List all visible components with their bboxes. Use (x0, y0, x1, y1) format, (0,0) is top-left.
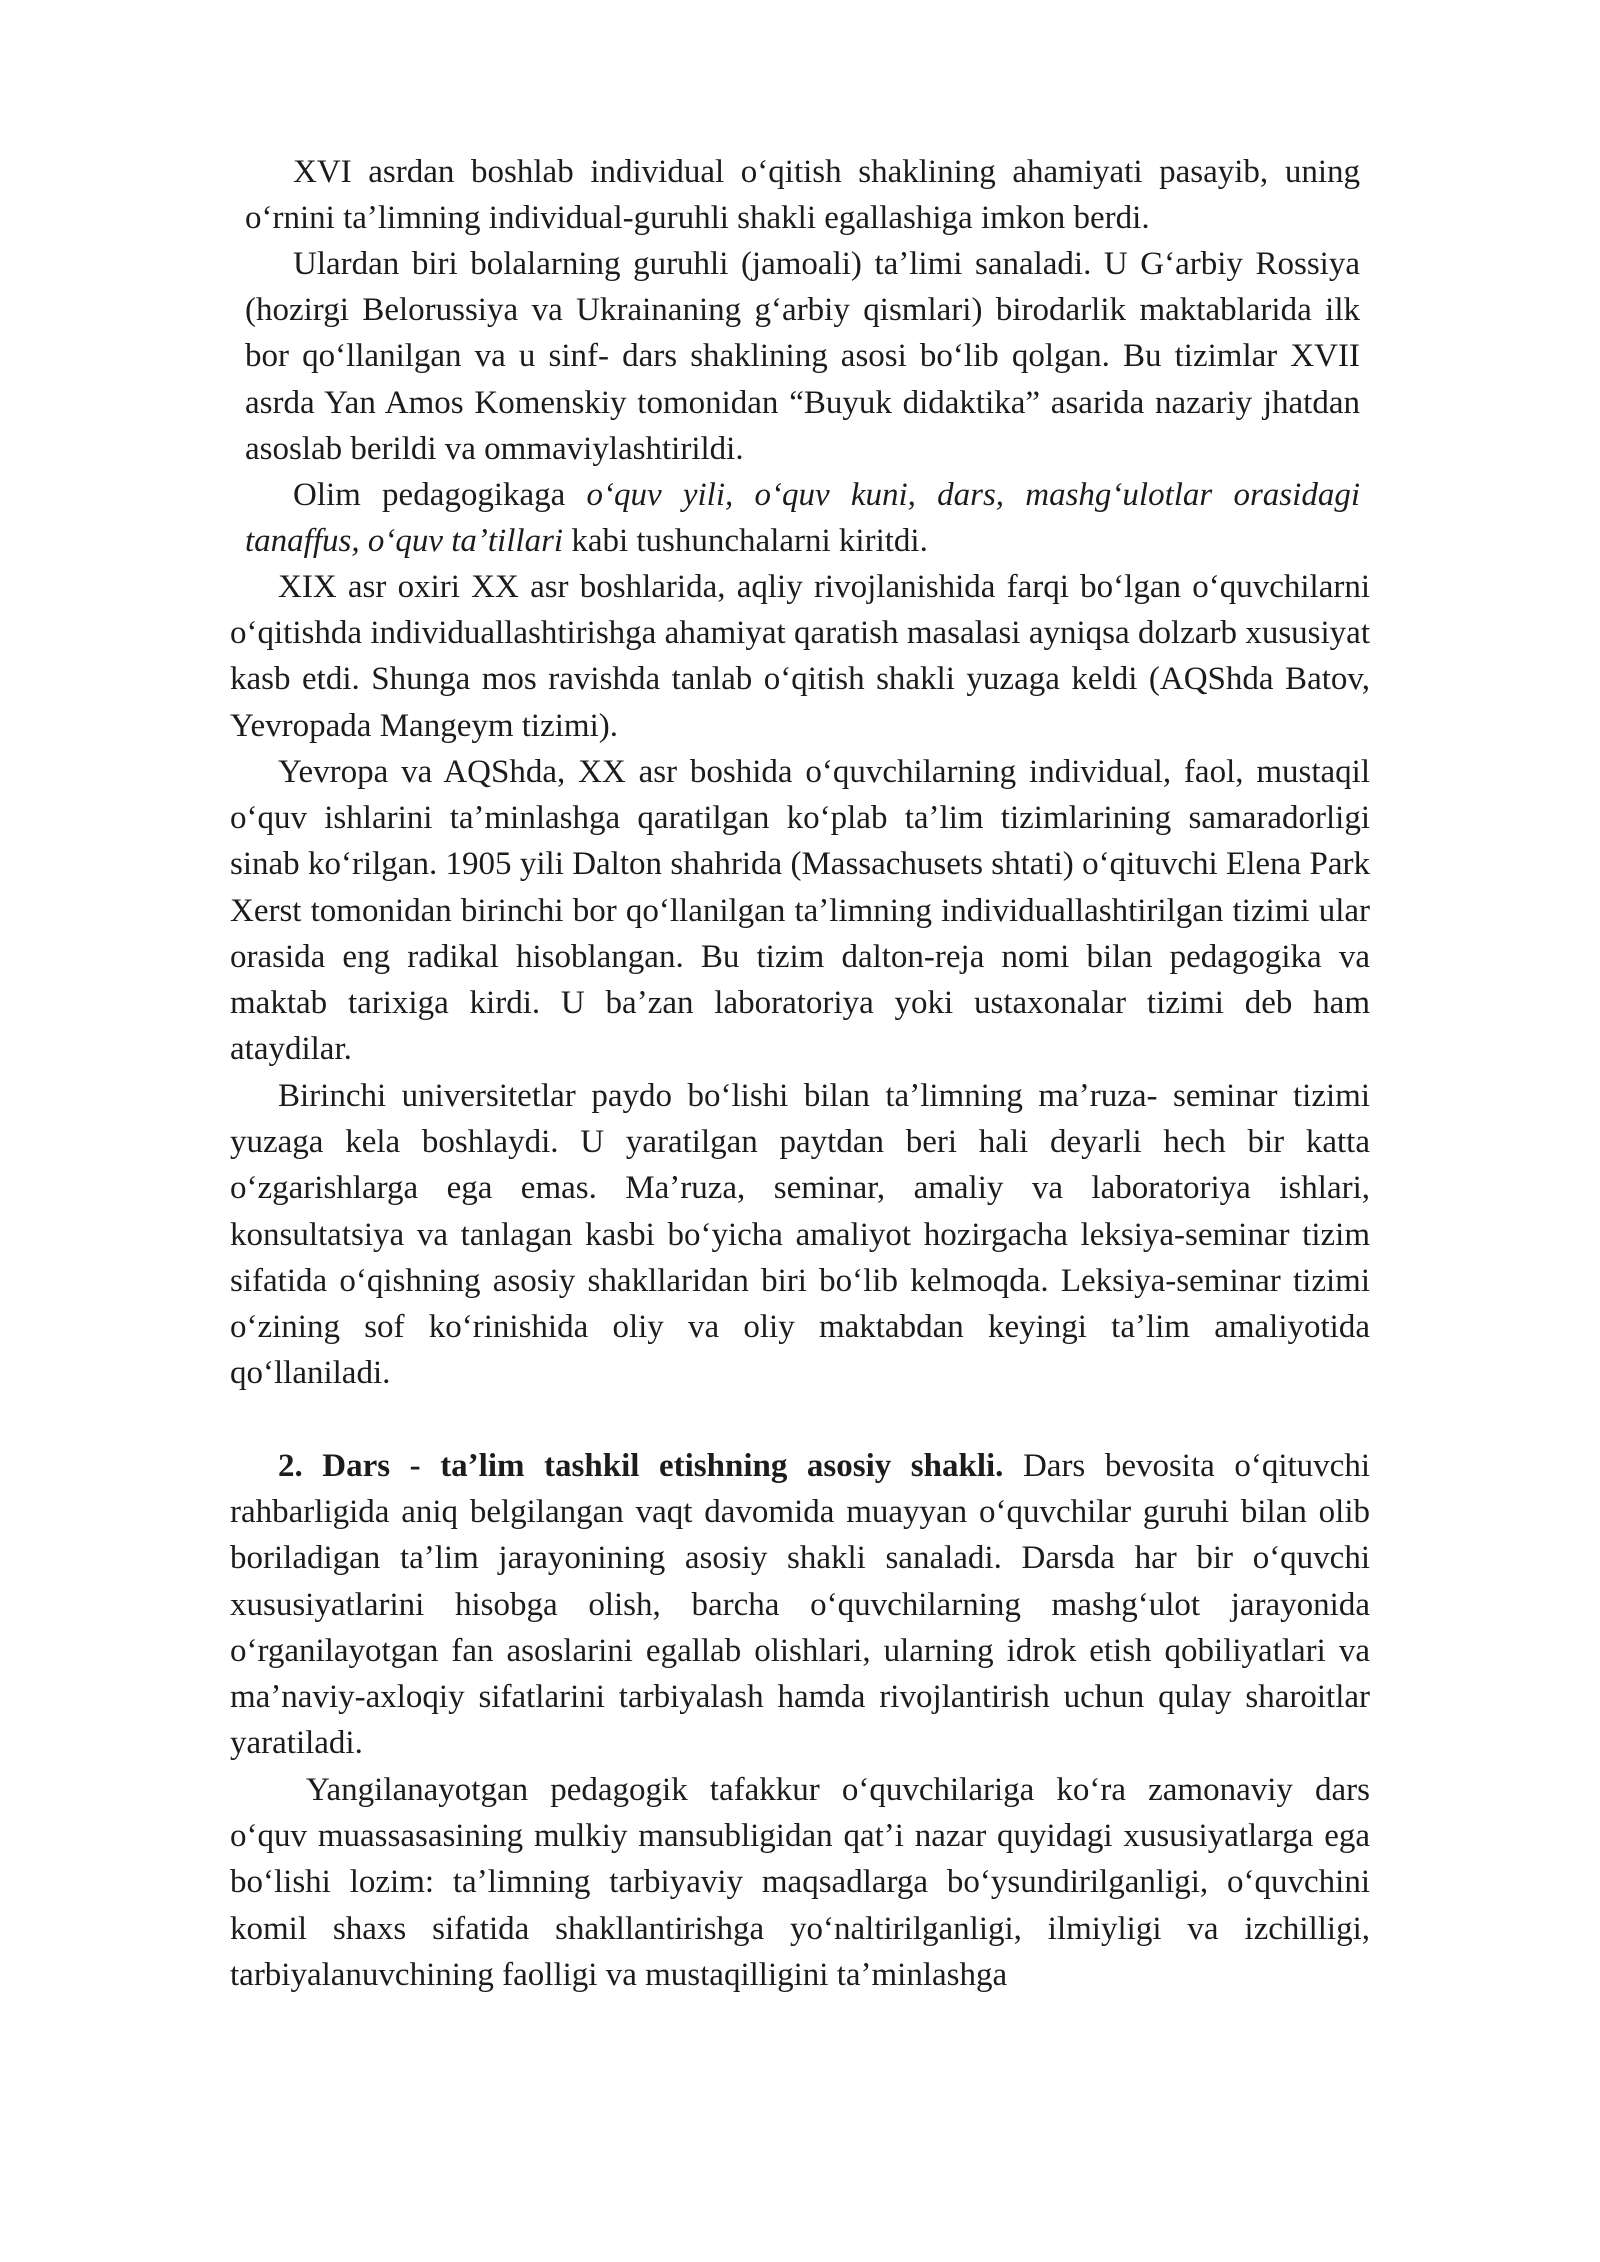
paragraph-text: kabi tushunchalarni kiritdi. (563, 523, 928, 560)
paragraph-lecture-seminar: Birinchi universitetlar paydo boʻlishi bilan taʼlimning maʼruza- seminar tizimi yuzaga kela boshlaydi. U yaratilgan paytdan beri hali deyarli hech bir katta oʻzgarishlarga ega emas. Maʼruza, seminar, amaliy va laboratoriya ishlari, konsultatsiya va tanlagan kasbi boʻyicha amaliyot hozirgacha leksiya-seminar tizim sifatida oʻqishning asosiy shakllaridan biri boʻlib kelmoqda. Leksiya-seminar tizimi oʻzining sof koʻrinishida oliy va oliy maktabdan keyingi taʼlim amaliyotida qoʻllaniladi. (230, 1078, 1370, 1392)
paragraph-selective-teaching: XIX asr oxiri XX asr boshlarida, aqliy rivojlanishida farqi boʻlgan oʻquvchilarni oʻqitishda individuallashtirishga ahamiyat qaratish masalasi ayniqsa dolzarb xususiyat kasb etdi. Shunga mos ravishda tanlab oʻqitish shakli yuzaga keldi (AQShda Batov, Yevropada Mangeym tizimi). (230, 569, 1370, 744)
paragraph-pedagogy-concepts (245, 472, 1360, 564)
paragraph-group-teaching: Ulardan biri bolalarning guruhli (jamoali) taʼlimi sanaladi. U Gʻarbiy Rossiya (hozirgi Belorussiya va Ukrainaning gʻarbiy qismlari) birodarlik maktablarida ilk bor qoʻllanilgan va u sinf- dars shaklining asosi boʻlib qolgan. Bu tizimlar XVII asrda Yan Amos Komenskiy tomonidan “Buyuk didaktika” asarida nazariy jhatdan asoslab berildi va ommaviylashtirildi. (245, 246, 1360, 467)
italic-terms: oʻquv yili, oʻquv kuni, dars, mashgʻulotlar orasidagi tanaffus, oʻquv taʼtillari (245, 477, 1360, 560)
paragraph-dalton-plan: Yevropa va AQShda, XX asr boshida oʻquvchilarning individual, faol, mustaqil oʻquv ishlarini taʼminlashga qaratilgan koʻplab taʼlim tizimlarining samaradorligi sinab koʻrilgan. 1905 yili Dalton shahrida (Massachusets shtati) oʻqituvchi Elena Park Xerst tomonidan birinchi bor qoʻllanilgan taʼlimning individuallashtirilgan tizimi ular orasida eng radikal hisoblangan. Bu tizim dalton-reja nomi bilan pedagogika va maktab tarixiga kirdi. U baʼzan laboratoriya yoki ustaxonalar tizimi deb ham ataydilar. (230, 754, 1370, 1068)
section-lesson-form (230, 1443, 1370, 1766)
paragraph-text: Olim pedagogikaga (293, 477, 587, 513)
paragraph-modern-lesson: Yangilanayotgan pedagogik tafakkur oʻquvchilariga koʻra zamonaviy dars oʻquv muassasasining mulkiy mansubligidan qatʼi nazar quyidagi xususiyatlarga ega boʻlishi lozim: taʼlimning tarbiyaviy maqsadlarga boʻysundirilganligi, oʻquvchini komil shaxs sifatida shakllantirishga yoʻnaltirilganligi, ilmiyligi va izchilligi, tarbiyalanuvchining faolligi va mustaqilligini taʼminlashga (230, 1772, 1370, 1993)
paragraph-text: Dars bevosita oʻqituvchi rahbarligida aniq belgilangan vaqt davomida muayyan oʻquvchilar guruhi bilan olib boriladigan taʼlim jarayonining asosiy shakli sanaladi. Darsda har bir oʻquvchi xususiyatlarini hisobga olish, barcha oʻquvchilarning mashgʻulot jarayonida oʻrganilayotgan fan asoslarini egallab olishlari, ularning idrok etish qobiliyatlari va maʼnaviy-axloqiy sifatlarini tarbiyalash hamda rivojlantirish uchun qulay sharoitlar yaratiladi. (230, 1448, 1370, 1762)
paragraph-individual-teaching: XVI asrdan boshlab individual oʻqitish shaklining ahamiyati pasayib, uning oʻrnini taʼlimning individual-guruhli shakli egallashiga imkon berdi. (245, 154, 1360, 237)
section-heading: 2. Dars - taʼlim tashkil etishning asosiy shakli. (278, 1448, 1004, 1484)
